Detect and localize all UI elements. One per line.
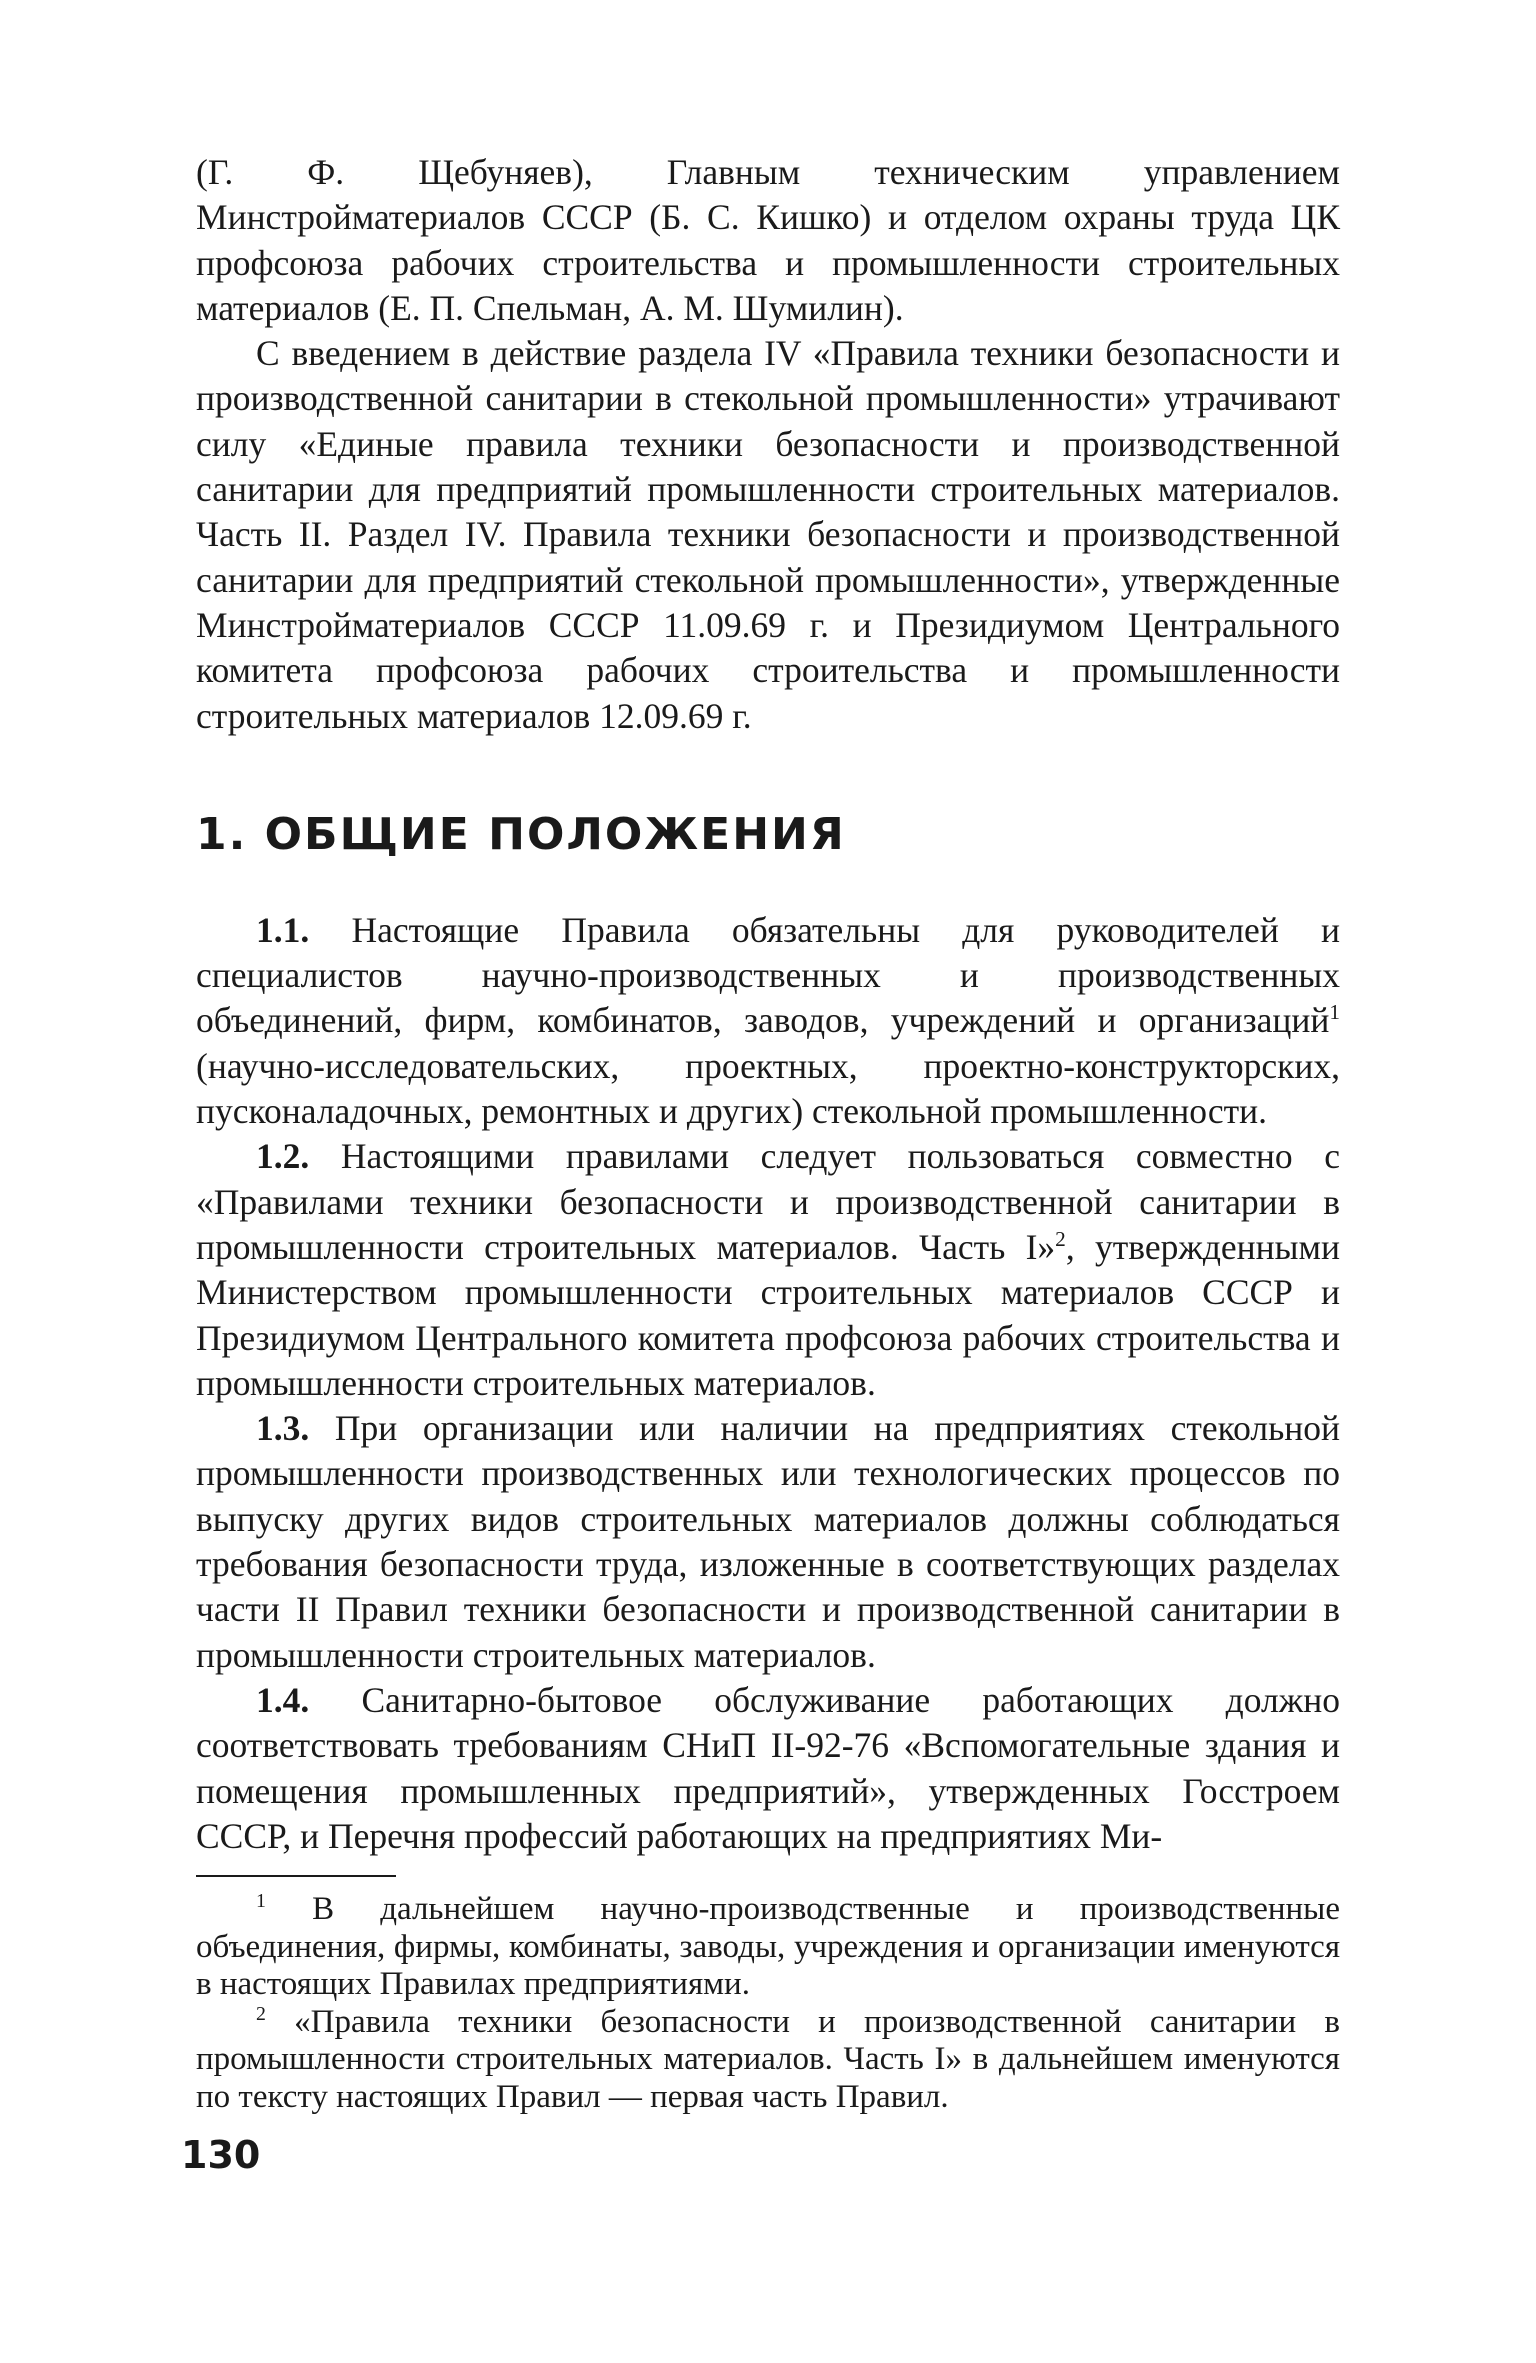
- footnote-text: В дальнейшем научно-производственные и производственные объединения, фирмы, комбинаты, заводы, учреждения и организации именуются в настоящих Правилах предприятиями.: [196, 1891, 1341, 2003]
- footnote-mark: 1: [256, 1890, 266, 1913]
- footnote-ref: 1: [1329, 1000, 1340, 1025]
- footnote-ref: 2: [1055, 1227, 1066, 1252]
- clause-text: Настоящими правилами следует пользоваться совместно с «Правилами техники безопасности и производственной санитарии в промышленности строительных материалов. Часть I»: [196, 1136, 1340, 1267]
- clause-1-4: [196, 1678, 1340, 1859]
- intro-paragraph-2: С введением в действие раздела IV «Правила техники безопасности и производственной санитарии в стекольной промышленности» утрачивают силу «Единые правила техники безопасности и производственной санитарии для предприятий промышленности строительных материалов. Часть II. Раздел IV. Правила техники безопасности и производственной санитарии для предприятий стекольной промышленности», утвержденные Минстройматериалов СССР 11.09.69 г. и Президиумом Центрального комитета профсоюза рабочих строительства и промышленности строительных материалов 12.09.69 г.: [196, 333, 1340, 736]
- clause-number: 1.1.: [256, 909, 310, 950]
- clause-number: 1.3.: [256, 1408, 310, 1449]
- footnote-1: [196, 1891, 1340, 2004]
- clause-number: 1.2.: [256, 1136, 310, 1177]
- clause-text: (научно-исследовательских, проектных, проектно-конструкторских, пусконаладочных, ремонтных и других) стекольной промышленности.: [196, 1045, 1340, 1132]
- clause-text: Настоящие Правила обязательны для руководителей и специалистов научно-производственных и производственных объединений, фирм, комбинатов, заводов, учреждений и организаций: [196, 909, 1341, 1041]
- clause-text: , утвержденными Министерством промышленности строительных материалов СССР и Президиумом Центрального комитета профсоюза рабочих строительства и промышленности строительных материалов.: [196, 1226, 1340, 1403]
- footnote-mark: 2: [256, 2002, 266, 2025]
- clause-1-3: [196, 1406, 1340, 1678]
- intro-paragraph-1: (Г. Ф. Щебуняев), Главным техническим управлением Минстройматериалов СССР (Б. С. Кишко) и отделом охраны труда ЦК профсоюза рабочих строительства и промышленности строительных материалов (Е. П. Спельман, А. М. Шумилин).: [196, 152, 1340, 328]
- clause-1-2: [196, 1134, 1340, 1406]
- clause-number: 1.4.: [256, 1679, 310, 1720]
- footnote-divider: [196, 1875, 396, 1877]
- clause-1-1: [196, 908, 1340, 1134]
- section-heading: 1. ОБЩИЕ ПОЛОЖЕНИЯ: [196, 808, 846, 860]
- clause-text: При организации или наличии на предприятиях стекольной промышленности производственных или технологических процессов по выпуску других видов строительных материалов должны соблюдаться требования безопасности труда, изложенные в соответствующих разделах части II Правил техники безопасности и производственной санитарии в промышленности строительных материалов.: [196, 1408, 1341, 1675]
- clause-text: Санитарно-бытовое обслуживание работающих должно соответствовать требованиям СНиП II-92-76 «Вспомогательные здания и помещения промышленных предприятий», утвержденных Госстроем СССР, и Перечня профессий работающих на предприятиях Ми-: [196, 1679, 1341, 1856]
- page-number: 130: [181, 2133, 261, 2177]
- footnote-2: [196, 2004, 1340, 2117]
- footnote-text: «Правила техники безопасности и производственной санитарии в промышленности строительных материалов. Часть I» в дальнейшем именуются по тексту настоящих Правил — первая часть Правил.: [196, 2003, 1340, 2115]
